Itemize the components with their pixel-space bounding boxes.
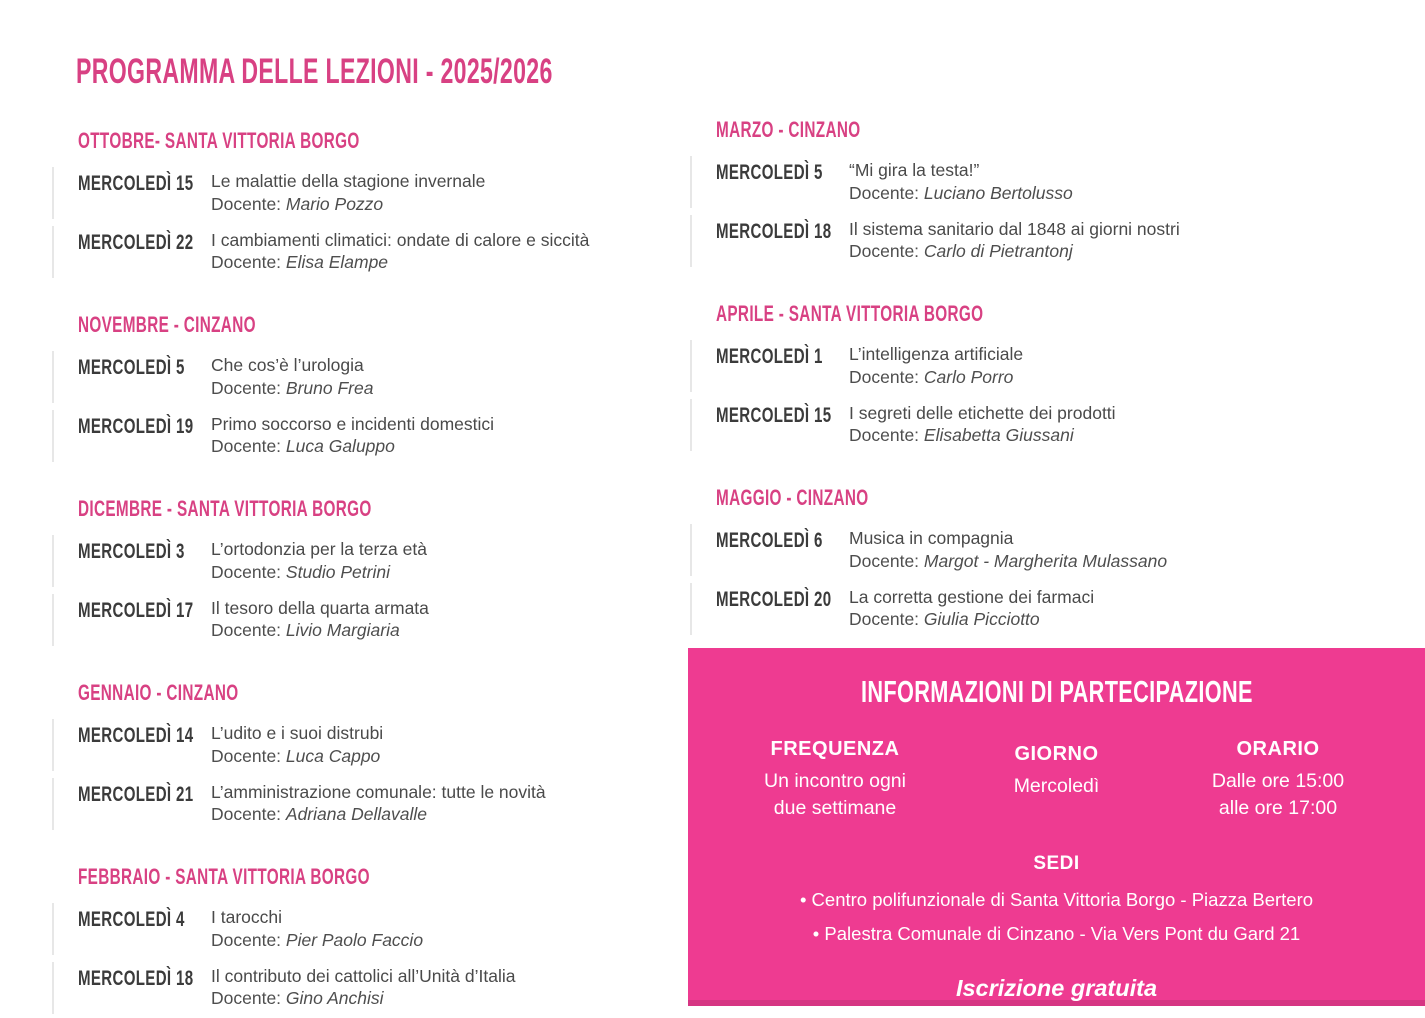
orario-line1: Dalle ore 15:00 [1211,770,1345,792]
docente-line: Docente: Carlo Porro [849,366,1014,387]
docente-name: Margot - Margherita Mulassano [923,550,1168,571]
lesson-title: Musica in compagnia [849,528,1014,548]
lesson-title: Primo soccorso e incidenti domestici [211,413,495,434]
month-header [78,312,658,338]
sedi-block [688,853,1425,951]
month-header [716,485,1364,511]
orario-label: ORARIO [1236,738,1320,760]
lesson-title: Il sistema sanitario dal 1848 ai giorni nostri [849,218,1180,239]
lesson-row [716,159,1364,205]
giorno-block [972,738,1142,823]
docente-name: Elisa Elampe [285,252,389,273]
lesson-title: La corretta gestione dei farmaci [849,586,1095,607]
lesson-row [78,538,658,584]
lesson-row [716,527,1364,573]
free-enrollment-note: Iscrizione gratuita [955,975,1158,1002]
docente-name: Adriana Dellavalle [285,804,427,825]
docente-line: Docente: Carlo di Pietrantonj [849,241,1073,262]
section-febbraio [78,864,658,1010]
lesson-date: MERCOLEDÌ 15 [78,171,194,195]
frequenza-line1: Un incontro ogni [763,770,906,792]
lesson-title: Che cos’è l’urologia [211,355,364,375]
lesson-date: MERCOLEDÌ 20 [716,586,832,611]
month-header [716,301,1364,327]
month-header-text: MARZO - CINZANO [716,117,861,142]
lesson-title: L’udito e i suoi distrubi [211,723,384,743]
lesson-date: MERCOLEDÌ 14 [78,723,194,747]
info-box-title: INFORMAZIONI DI PARTECIPAZIONE [860,674,1253,709]
orario-block [1193,738,1363,823]
lesson-row [716,402,1364,448]
lesson-date: MERCOLEDÌ 22 [78,229,194,254]
section-ottobre [78,128,658,274]
orario-line2: alle ore 17:00 [1218,797,1338,820]
month-header-text: NOVEMBRE - CINZANO [78,312,256,337]
month-header-text: APRILE - SANTA VITTORIA BORGO [716,301,984,326]
lesson-row [78,170,658,216]
lesson-date: MERCOLEDÌ 19 [78,413,194,438]
month-header-text: OTTOBRE- SANTA VITTORIA BORGO [78,128,360,153]
month-header [78,680,658,706]
right-column [716,117,1364,669]
lesson-row [78,781,658,827]
docente-name: Bruno Frea [285,377,374,398]
month-header-text: MAGGIO - CINZANO [716,485,869,510]
docente-line: Docente: Adriana Dellavalle [211,804,427,825]
lesson-row [78,906,658,952]
month-header [716,117,1364,143]
lesson-date: MERCOLEDÌ 18 [716,218,832,243]
lesson-row [78,597,658,643]
lesson-date: MERCOLEDÌ 3 [78,539,185,563]
lesson-title: Le malattie della stagione invernale [211,171,486,191]
lesson-title: I tarocchi [211,907,282,927]
docente-name: Luca Galuppo [285,436,395,457]
month-header [78,864,658,890]
page-title [76,52,798,92]
lesson-row [78,413,658,459]
sedi-label: SEDI [1033,852,1080,874]
docente-line: Docente: Luca Galuppo [211,436,395,457]
giorno-value: Mercoledì [1013,775,1100,797]
month-header-text: DICEMBRE - SANTA VITTORIA BORGO [78,496,372,521]
lesson-date: MERCOLEDÌ 18 [78,965,194,990]
docente-name: Carlo di Pietrantonj [923,241,1073,262]
lesson-date: MERCOLEDÌ 5 [78,355,185,379]
lesson-date: MERCOLEDÌ 15 [716,402,832,427]
docente-name: Carlo Porro [923,366,1014,387]
section-aprile [716,301,1364,447]
section-maggio [716,485,1364,631]
page-title-text: PROGRAMMA DELLE LEZIONI - 2025/2026 [76,52,553,91]
docente-line: Docente: Luca Cappo [211,745,381,766]
lesson-row [78,229,658,275]
docente-line: Docente: Giulia Picciotto [849,609,1040,630]
lesson-title: I cambiamenti climatici: ondate di calore e siccità [211,229,590,250]
lesson-date: MERCOLEDÌ 5 [716,160,823,184]
lesson-title: “Mi gira la testa!” [849,160,980,180]
docente-line: Docente: Gino Anchisi [211,988,384,1009]
docente-line: Docente: Mario Pozzo [211,193,384,214]
lesson-title: Il tesoro della quarta armata [211,597,429,618]
lesson-date: MERCOLEDÌ 21 [78,781,194,806]
docente-name: Livio Margiaria [285,620,400,641]
section-marzo [716,117,1364,263]
sedi-item: • Centro polifunzionale di Santa Vittoria Borgo - Piazza Bertero [799,888,1314,910]
frequenza-block [750,738,920,823]
month-header [78,128,658,154]
lesson-date: MERCOLEDÌ 17 [78,597,194,622]
frequenza-label: FREQUENZA [770,738,900,760]
lesson-date: MERCOLEDÌ 1 [716,344,823,368]
lesson-row [78,722,658,768]
docente-line: Docente: Bruno Frea [211,377,374,398]
lesson-row [716,586,1364,632]
docente-line: Docente: Margot - Margherita Mulassano [849,550,1168,571]
participation-info-box [688,648,1425,1006]
left-column [78,128,658,1018]
docente-name: Luciano Bertolusso [923,182,1073,203]
lesson-row [78,354,658,400]
docente-name: Luca Cappo [285,745,381,766]
sedi-item: • Palestra Comunale di Cinzano - Via Vers Pont du Gard 21 [812,922,1301,944]
giorno-label: GIORNO [1014,743,1099,765]
lesson-date: MERCOLEDÌ 4 [78,907,185,931]
lesson-row [78,965,658,1011]
docente-name: Studio Petrini [285,561,390,582]
docente-line: Docente: Luciano Bertolusso [849,182,1073,203]
lesson-row [716,218,1364,264]
docente-line: Docente: Pier Paolo Faccio [211,929,424,950]
docente-line: Docente: Livio Margiaria [211,620,400,641]
lesson-row [716,343,1364,389]
lesson-title: L’intelligenza artificiale [849,344,1024,364]
month-header-text: GENNAIO - CINZANO [78,680,239,705]
month-header [78,496,658,522]
docente-name: Giulia Picciotto [923,609,1040,630]
lesson-title: I segreti delle etichette dei prodotti [849,402,1116,423]
section-novembre [78,312,658,458]
docente-name: Elisabetta Giussani [923,425,1074,446]
lesson-title: L’ortodonzia per la terza età [211,539,427,559]
lesson-title: L’amministrazione comunale: tutte le novità [211,781,546,802]
frequenza-line2: due settimane [773,797,897,820]
docente-name: Gino Anchisi [285,988,384,1009]
docente-name: Pier Paolo Faccio [285,929,424,950]
info-columns [688,738,1425,823]
docente-line: Docente: Elisabetta Giussani [849,425,1074,446]
lesson-date: MERCOLEDÌ 6 [716,528,823,552]
docente-line: Docente: Studio Petrini [211,561,390,582]
month-header-text: FEBBRAIO - SANTA VITTORIA BORGO [78,864,370,889]
lesson-title: Il contributo dei cattolici all’Unità d’Italia [211,965,516,986]
docente-line: Docente: Elisa Elampe [211,252,389,273]
section-gennaio [78,680,658,826]
docente-name: Mario Pozzo [285,193,384,214]
section-dicembre [78,496,658,642]
